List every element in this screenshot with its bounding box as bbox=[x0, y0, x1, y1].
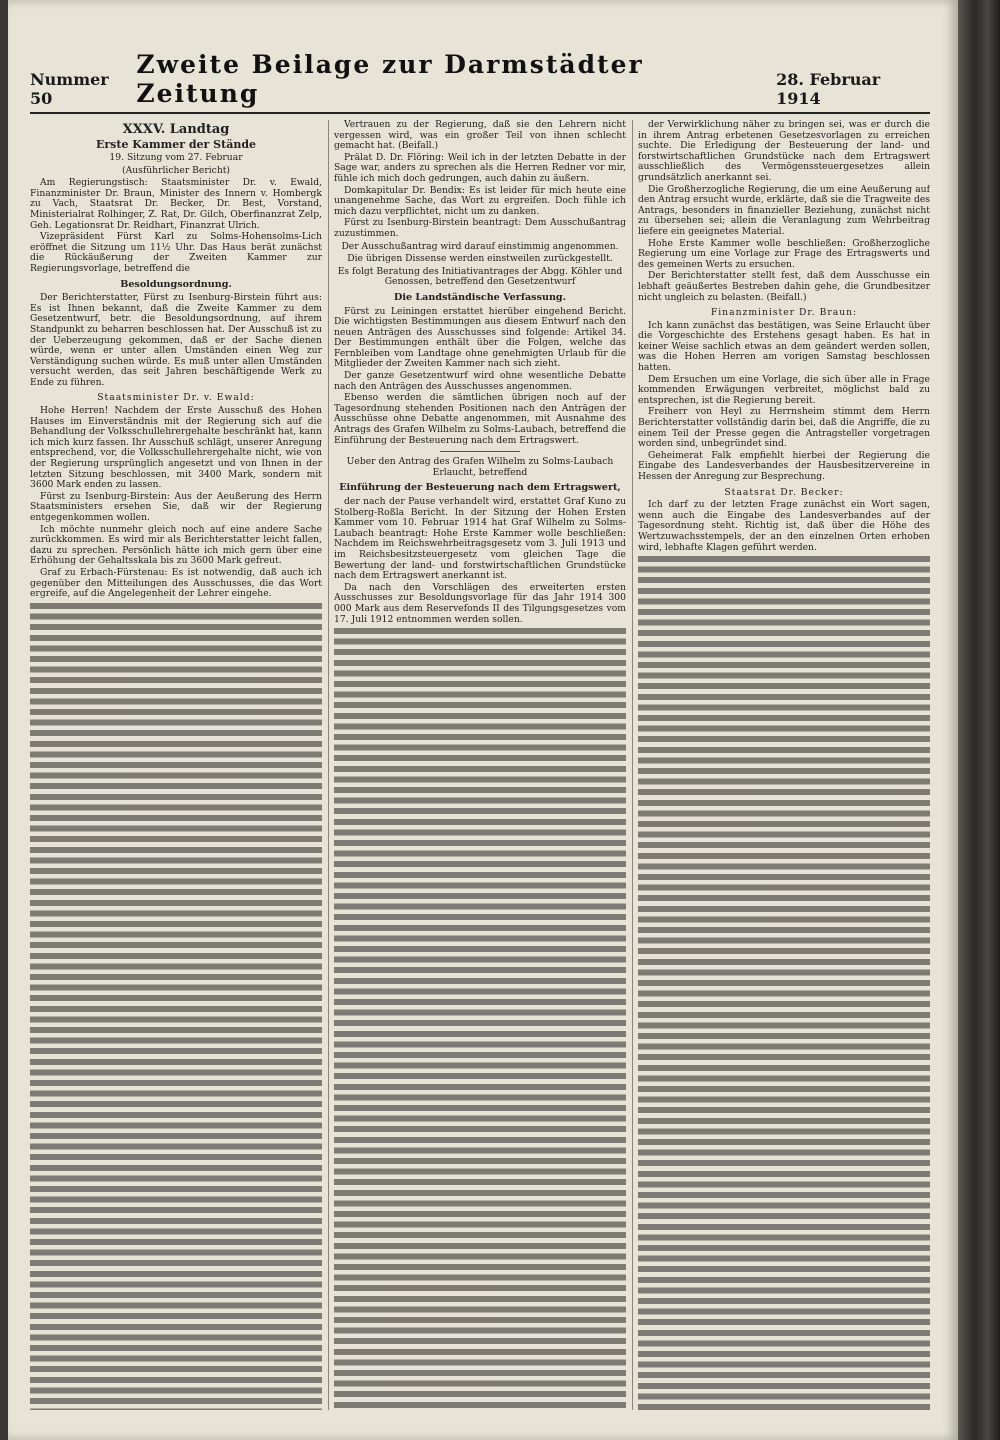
column-divider bbox=[328, 120, 329, 1410]
newspaper-title: Zweite Beilage zur Darmstädter Zeitung bbox=[136, 50, 644, 108]
speaker-heading: Staatsminister Dr. v. Ewald: bbox=[97, 392, 255, 404]
column-1 bbox=[30, 120, 322, 1410]
paragraph: Vizepräsident Fürst Karl zu Solms-Hohensolms-Lich eröffnet die Sitzung um 11½ Uhr. Das Haus berät zunächst die Rückäußerung der Zweiten Kammer zur Regierungsvorlage, betreffend die bbox=[30, 231, 322, 274]
dissent-note: Die übrigen Dissense werden einstweilen zurückgestellt. bbox=[347, 253, 613, 265]
paragraph: Der ganze Gesetzentwurf wird ohne wesentliche Debatte nach den Anträgen des Ausschusses angenommen. bbox=[334, 370, 626, 392]
paragraph: Hohe Erste Kammer wolle beschließen: Großherzogliche Regierung um eine Vorlage zur Frage des Ertragswerts und des gemeinen Werts zu ersuchen. bbox=[638, 237, 930, 270]
paragraph: Domkapitular Dr. Bendix: Es ist leider für mich heute eine unangenehme Sache, das Wort zu ergreifen. Doch fühle ich mich dazu verpflichtet, nicht um zu danken. bbox=[334, 184, 626, 217]
paragraph: Die Großherzogliche Regierung, die um eine Aeußerung auf den Antrag ersucht wurde, erklärte, daß sie die Tragweite des Antrags, besonders in finanzieller Beziehung, zunächst nicht zu übersehen sei; allein die Veranlagung zum Wehrbeitrag liefere ein geeignetes Material. bbox=[638, 183, 930, 237]
paragraph: Der Berichterstatter stellt fest, daß dem Ausschusse ein lebhaft geäußertes Bestreben dahin gehe, die Grundbesitzer nicht ungleich zu belasten. (Beifall.) bbox=[638, 270, 930, 303]
paragraph: der nach der Pause verhandelt wird, erstattet Graf Kuno zu Stolberg-Roßla Bericht. In der Sitzung der Hohen Ersten Kammer vom 10. Februar 1914 hat Graf Wilhelm zu Solms-Laubach beantragt: Hohe Erste Kammer wolle beschließen: Nachdem im Reichswehrbeitragsgesetz vom 3. Juli 1913 und im Reichsbesitzsteuergesetz vom gleichen Tage die Bewertung der land- und forstwirtschaftlichen Grundstücke nach dem Ertragswert anerkannt ist. bbox=[334, 496, 626, 582]
masthead bbox=[30, 50, 930, 114]
paragraph: Freiherr von Heyl zu Herrnsheim stimmt dem Herrn Berichterstatter vollständig darin bei, daß die Angriffe, die zu einem Teil der Presse gegen die Antragsteller vorgetragen worden sind, unbegründet sind. bbox=[638, 406, 930, 450]
section-heading: XXXV. Landtag bbox=[122, 122, 230, 137]
paragraph: Graf zu Erbach-Fürstenau: Es ist notwendig, daß auch ich gegenüber den Mitteilungen des Ausschusses, die das Wort ergreife, auf die Angelegenheit der Lehrer eingehe. bbox=[30, 566, 322, 600]
book-binding bbox=[958, 0, 1000, 1440]
paragraph: Am Regierungstisch: Staatsminister Dr. v. Ewald, Finanzminister Dr. Braun, Minister des Innern v. Hombergk zu Vach, Staatsrat Dr. Becker, Dr. Best, Vorstand, Ministerialrat Rolhinger, Z. Rat, Dr. Gilch, Oberfinanzrat Zelp, Geh. Legationsrat Dr. Reidhart, Finanzrat Ulrich. bbox=[30, 177, 322, 231]
paragraph: Dem Ersuchen um eine Vorlage, die sich über alle in Frage kommenden Erwägungen verbreitet, möglichst bald zu entsprechen, ist die Regierung bereit. bbox=[638, 373, 930, 406]
newspaper-page bbox=[8, 0, 958, 1440]
paragraph: Vertrauen zu der Regierung, daß sie den Lehrern nicht vergessen wird, was ein großer Teil von ihnen schlecht gemacht hat. (Beifall.) bbox=[334, 120, 626, 152]
column-3 bbox=[638, 120, 930, 1410]
issue-date: 28. Februar 1914 bbox=[776, 70, 881, 108]
paragraph: Fürst zu Isenburg-Birstein: Aus der Aeußerung des Herrn Staatsministers ersehen Sie, daß wir der Regierung entgegenkommen wollen. bbox=[30, 490, 322, 523]
text-lines bbox=[638, 554, 930, 1410]
paragraph: der Verwirklichung näher zu bringen sei, was er durch die in ihrem Antrag erbetenen Gesetzesvorlagen zu erreichen suchte. Die Erledigung der Besteuerung der land- und forstwirtschaftlichen Grundstücke nach dem Ertragswert ausschließlich des Vermögenssteuergesetzes allein grundsätzlich anerkannt sei. bbox=[638, 120, 930, 183]
motion-line: Ueber den Antrag des Grafen Wilhelm zu Solms-Laubach Erlaucht, betreffend bbox=[346, 456, 614, 478]
paragraph: Da nach den Vorschlägen des erweiterten ersten Ausschusses zur Besoldungsvorlage für das Jahr 1914 300 000 Mark aus dem Reservefonds II des Tilgungsgesetzes vom 17. Juli 1912 entnommen werden sollen. bbox=[334, 581, 626, 625]
section-subheading: Erste Kammer der Stände bbox=[95, 138, 257, 151]
speaker-heading: Finanzminister Dr. Braun: bbox=[710, 307, 858, 319]
motion-line: Es folgt Beratung des Initiativantrages der Abgg. Köhler und Genossen, betreffend den Gesetzentwurf bbox=[337, 265, 623, 288]
speaker-heading: Staatsrat Dr. Becker: bbox=[724, 486, 844, 498]
paragraph: Ich darf zu der letzten Frage zunächst ein Wort sagen, wenn auch die Eingabe des Landesverbandes auf der Tagesordnung steht. Richtig ist, daß über die Höhe des Wertzuwachsstempels, der an den einzelnen Orten erhoben wird, lebhafte Klagen geführt werden. bbox=[638, 499, 930, 553]
report-line: (Ausführlicher Bericht) bbox=[121, 164, 231, 176]
text-lines bbox=[30, 601, 322, 1410]
topic-heading: Die Landständische Verfassung. bbox=[394, 291, 566, 303]
session-line: 19. Sitzung vom 27. Februar bbox=[109, 152, 243, 163]
article-columns bbox=[30, 120, 930, 1410]
column-divider bbox=[632, 120, 633, 1410]
paragraph: Fürst zu Leiningen erstattet hierüber eingehend Bericht. Die wichtigsten Bestimmungen aus diesem Entwurf nach den neuen Anträgen des Ausschusses sind folgende: Artikel 34. Der Bestimmungen enthält über die Folgen, welche das Fernbleiben vom Landtage ohne genehmigten Urlaub für die Mitglieder der Zweiten Kammer nach sich zieht. bbox=[334, 305, 626, 370]
text-lines bbox=[334, 626, 626, 1410]
paragraph: Prälat D. Dr. Flöring: Weil ich in der letzten Debatte in der Sage war, anders zu sprechen als die Herren Redner vor mir, fühle ich mich doch gedrungen, auch dahin zu äußern. bbox=[334, 151, 626, 184]
separator bbox=[440, 451, 520, 452]
paragraph: Geheimerat Falk empfiehlt hierbei der Regierung die Eingabe des Landesverbandes der Hausbesitzervereine in Hessen der Anregung zur Besprechung. bbox=[638, 449, 930, 482]
vote-result: Der Ausschußantrag wird darauf einstimmig angenommen. bbox=[341, 240, 619, 252]
paragraph: Hohe Herren! Nachdem der Erste Ausschuß des Hohen Hauses im Einverständnis mit der Regierung sich auf die Behandlung der Volksschullehrergehalte beschränkt hat, kann ich mich kurz fassen. Ihr Ausschuß schlägt, unserer Anregung entsprechend, vor, die Volksschullehrergehalte nicht, wie von der Regierung ursprünglich angesetzt und von Ihnen in der letzten Sitzung beschlossen, mit 3400 Mark, sondern mit 3600 Mark enden zu lassen. bbox=[30, 405, 322, 491]
issue-number: Nummer 50 bbox=[30, 70, 109, 108]
topic-heading: Besoldungsordnung. bbox=[120, 278, 232, 290]
paragraph: Ebenso werden die sämtlichen übrigen noch auf der Tagesordnung stehenden Positionen nach den Anträgen der Ausschüsse ohne Debatte angenommen, mit Ausnahme des Antrags des Grafen Wilhelm zu Solms-Laubach, betreffend die Einführung der Besteuerung nach dem Ertragswert. bbox=[334, 392, 626, 446]
topic-heading: Einführung der Besteuerung nach dem Ertragswert, bbox=[339, 482, 621, 494]
paragraph: Ich möchte nunmehr gleich noch auf eine andere Sache zurückkommen. Es wird mir als Berichterstatter leicht fallen, dazu zu sprechen. Persönlich hätte ich mich gern über eine Erhöhung der Gehaltsskala bis zu 3600 Mark gefreut. bbox=[30, 523, 322, 567]
paragraph: Fürst zu Isenburg-Birstein beantragt: Dem Ausschußantrag zuzustimmen. bbox=[334, 217, 626, 239]
paragraph: Ich kann zunächst das bestätigen, was Seine Erlaucht über die Vorgeschichte des Erstehens gesagt haben. Es hat in keiner Weise sachlich etwas an dem geändert werden sollen, was die Hohen Herren am vorigen Samstag beschlossen hatten. bbox=[638, 319, 930, 374]
column-2 bbox=[334, 120, 626, 1410]
paragraph: Der Berichterstatter, Fürst zu Isenburg-Birstein führt aus: Es ist Ihnen bekannt, daß die Zweite Kammer zu dem Gesetzentwurf, betr. die Besoldungsordnung, auf ihrem Standpunkt zu beharren beschlossen hat. Der Ausschuß ist zu der Ueberzeugung gekommen, daß er der Sache dienen würde, wenn er unter allen Umständen einen Weg zur Verständigung suchen würde. Es muß unter allen Umständen versucht werden, das seit Jahren beschäftigende Werk zu Ende zu führen. bbox=[30, 292, 322, 388]
